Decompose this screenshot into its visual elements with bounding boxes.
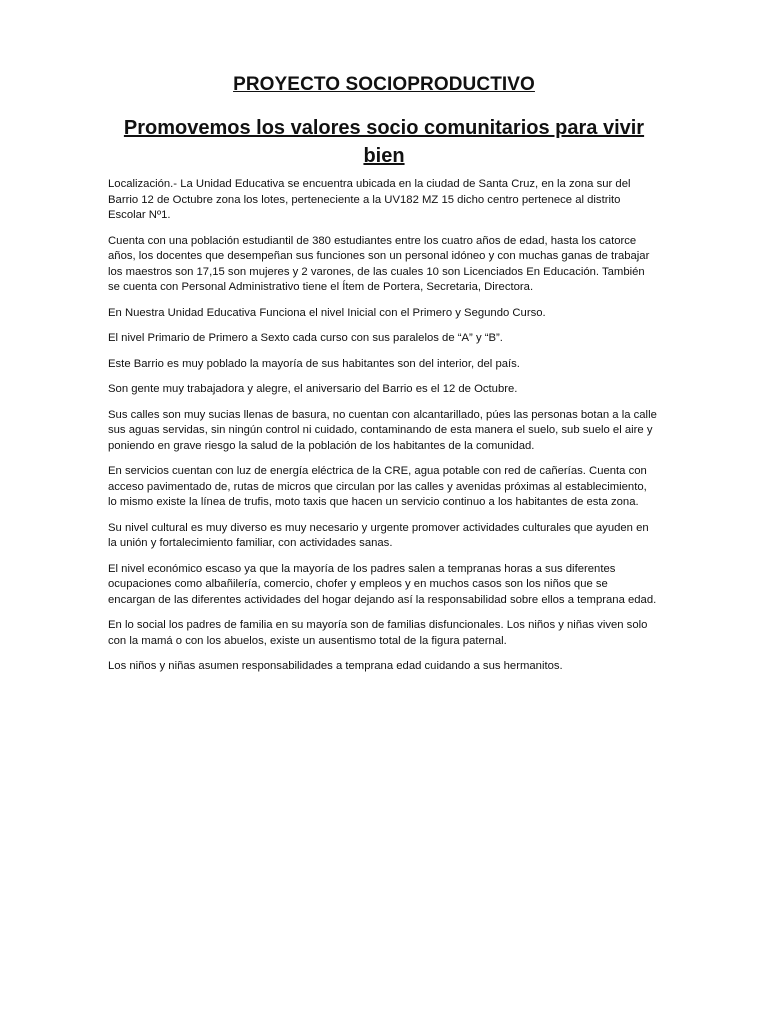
paragraph-location: Localización.- La Unidad Educativa se encuentra ubicada en la ciudad de Santa Cruz, en la zona sur del Barrio 12 de Octubre zona los lotes, perteneciente a la UV182 MZ 15 dicho centro pertenece al distrito Escolar Nº1. [108, 178, 631, 221]
paragraph-services: En servicios cuentan con luz de energía eléctrica de la CRE, agua potable con red de cañerías. Cuenta con acceso pavimentado de, rutas de micros que circulan por las calles y avenidas próximas al establecimiento, lo mismo existe la línea de trufis, moto taxis que hacen un servicio continuo a los habitantes de esta zona. [108, 465, 647, 508]
paragraph-primary-level: El nivel Primario de Primero a Sexto cada curso con sus paralelos de “A” y “B”. [108, 332, 503, 344]
paragraph-initial-level: En Nuestra Unidad Educativa Funciona el nivel Inicial con el Primero y Segundo Curso. [108, 306, 546, 319]
paragraph-children: Los niños y niñas asumen responsabilidades a temprana edad cuidando a sus hermanitos. [108, 660, 563, 672]
paragraph-population: Cuenta con una población estudiantil de 380 estudiantes entre los cuatro años de edad, hasta los catorce años, los docentes que desempeñan sus funciones son un personal idóneo y con muchas ganas de trabajar los maestros son 17,15 son mujeres y 2 varones, de las cuales 10 son Licenciados En Educación. También se cuenta con Personal Administrativo tiene el Ítem de Portera, Secretaria, Directora. [108, 234, 650, 293]
paragraph-people: Son gente muy trabajadora y alegre, el aniversario del Barrio es el 12 de Octubre. [108, 383, 518, 395]
paragraph-cultural: Su nivel cultural es muy diverso es muy necesario y urgente promover actividades culturales que ayuden en la unión y fortalecimiento familiar, con actividades sanas. [108, 521, 649, 549]
document-subtitle: Promovemos los valores socio comunitarios para vivir bien [123, 117, 645, 167]
paragraph-streets: Sus calles son muy sucias llenas de basura, no cuentan con alcantarillado, púes las personas botan a la calle sus aguas servidas, sin ningún control ni cuidado, contaminando de esta manera el suelo, sub suelo el aire y poniendo en grave riesgo la salud de la población de los habitantes de la comunidad. [108, 408, 657, 452]
paragraph-social: En lo social los padres de familia en su mayoría son de familias disfuncionales. Los niños y niñas viven solo con la mamá o con los abuelos, existe un ausentismo total de la figura paternal. [108, 619, 648, 647]
document-body [108, 177, 658, 685]
document-title: PROYECTO SOCIOPRODUCTIVO [233, 74, 535, 95]
paragraph-economic: El nivel económico escaso ya que la mayoría de los padres salen a tempranas horas a sus diferentes ocupaciones como albañilería, comercio, chofer y empleos y en muchos casos son los niños que se encargan de las diferentes actividades del hogar dejando así la responsabilidad sobre ellos a temprana edad. [108, 562, 657, 606]
paragraph-neighborhood: Este Barrio es muy poblado la mayoría de sus habitantes son del interior, del país. [108, 357, 520, 370]
